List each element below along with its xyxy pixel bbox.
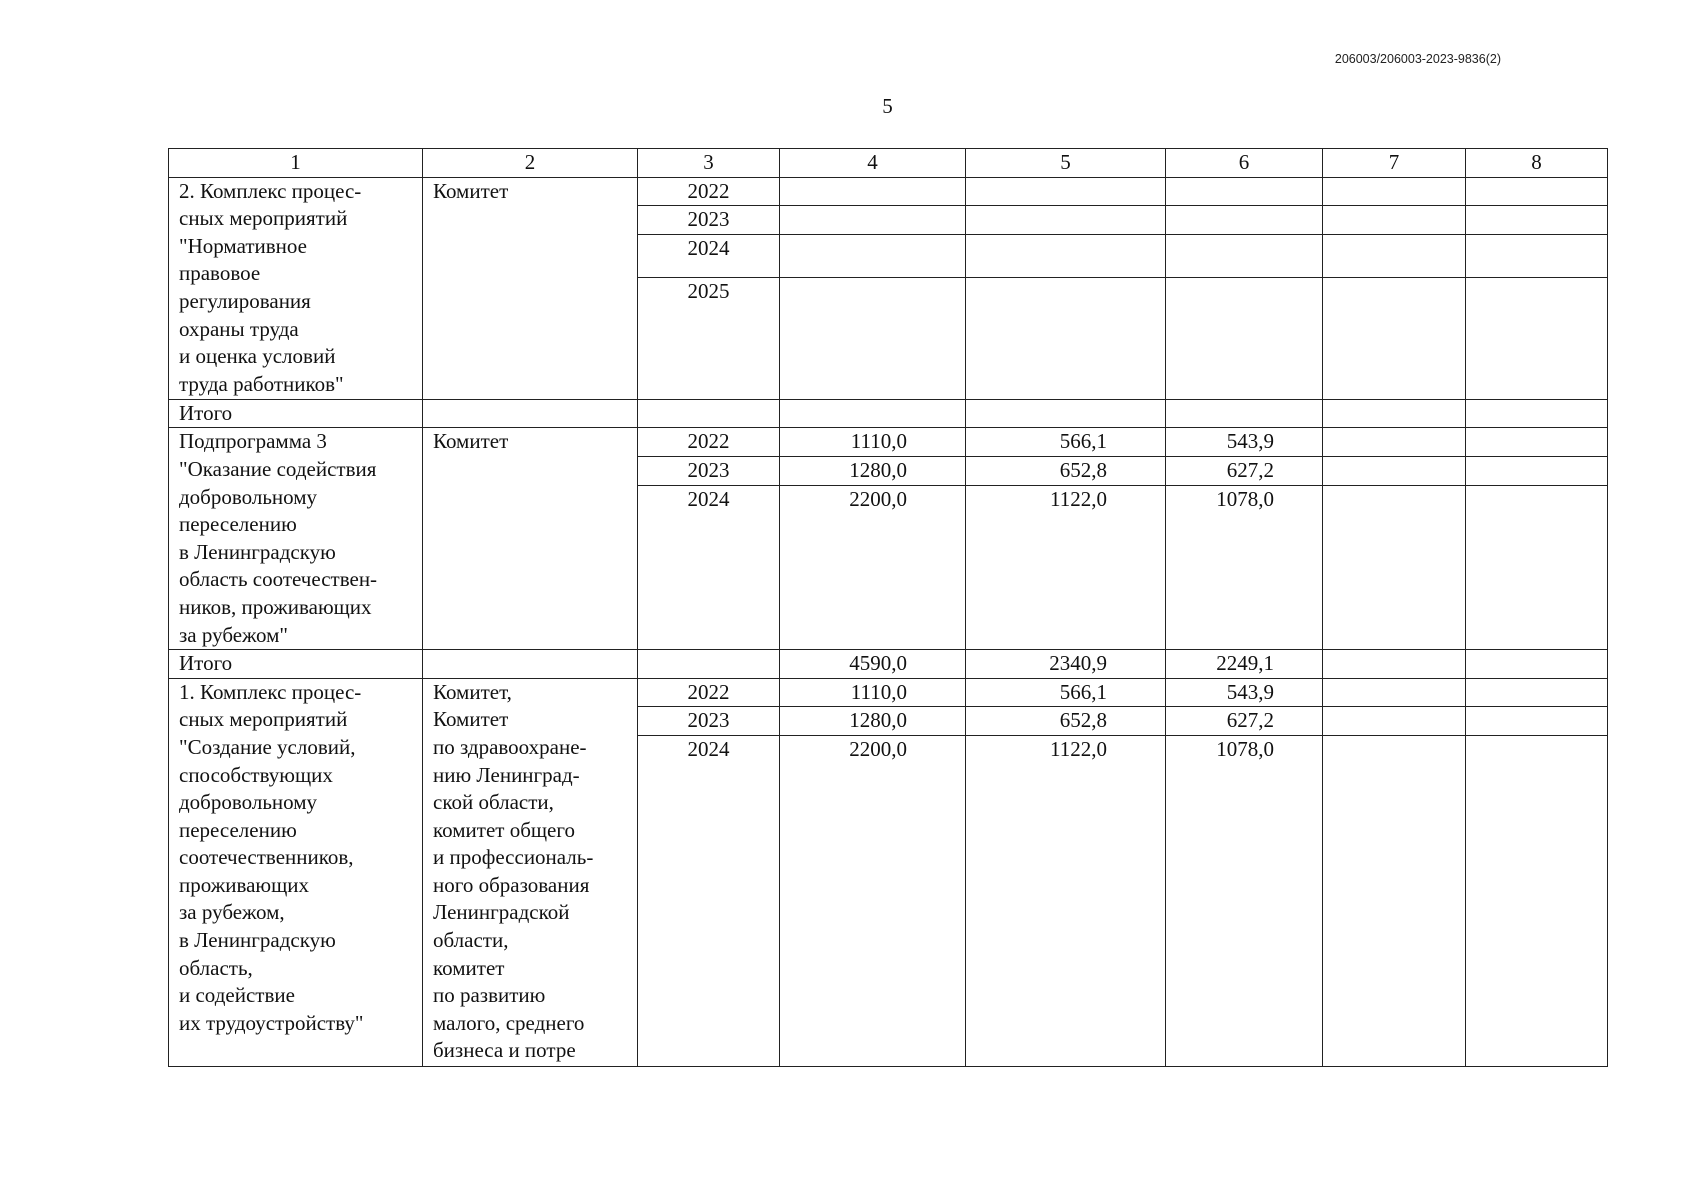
empty-cell <box>423 399 638 428</box>
value-cell <box>1323 206 1466 235</box>
budget-table <box>168 148 1608 1067</box>
value-cell <box>1323 735 1466 1066</box>
value-cell: 1110,0 <box>780 428 966 457</box>
total-label: Итого <box>169 399 423 428</box>
value-cell <box>1323 485 1466 649</box>
text-line: малого, среднего <box>433 1010 585 1035</box>
measure-name-cell <box>169 428 423 650</box>
page-number: 5 <box>882 94 893 118</box>
value-cell <box>1323 707 1466 736</box>
text-line: правовое <box>179 261 261 286</box>
year-cell: 2023 <box>638 457 780 486</box>
value-cell <box>780 206 966 235</box>
value-cell: 652,8 <box>966 707 1166 736</box>
measure-name-cell <box>169 678 423 1066</box>
table-row <box>169 177 1608 206</box>
value-cell <box>1466 457 1608 486</box>
header-cell: 4 <box>780 149 966 178</box>
value-cell: 1110,0 <box>780 678 966 707</box>
value-cell <box>780 234 966 277</box>
year-cell: 2024 <box>638 735 780 1066</box>
measure-name-cell <box>169 177 423 399</box>
value-cell <box>1166 399 1323 428</box>
text-line: в Ленинградскую <box>179 928 336 953</box>
text-line: соотечественников, <box>179 845 354 870</box>
total-value-cell: 2340,9 <box>966 650 1166 679</box>
header-cell: 5 <box>966 149 1166 178</box>
value-cell <box>1323 234 1466 277</box>
text-line: область соотечествен- <box>179 567 378 592</box>
text-line: ного образования <box>433 872 590 897</box>
value-cell <box>1323 457 1466 486</box>
text-line: и содействие <box>179 983 295 1008</box>
executor-cell <box>423 428 638 650</box>
text-line: "Оказание содействия <box>179 456 377 481</box>
text-line: область, <box>179 955 253 980</box>
value-cell <box>966 206 1166 235</box>
value-cell <box>1466 277 1608 399</box>
text-line: по здравоохране- <box>433 734 587 759</box>
text-line: охраны труда <box>179 316 299 341</box>
text-line: их трудоустройству" <box>179 1010 364 1035</box>
text-line: Комитет, <box>433 679 512 704</box>
value-cell <box>1323 678 1466 707</box>
value-cell: 1122,0 <box>966 735 1166 1066</box>
value-cell <box>1466 177 1608 206</box>
value-cell <box>1323 277 1466 399</box>
value-cell <box>1466 206 1608 235</box>
text-line: способствующих <box>179 762 333 787</box>
header-cell: 3 <box>638 149 780 178</box>
value-cell <box>1466 485 1608 649</box>
text-line: Комитет <box>433 429 509 454</box>
text-line: 2. Комплекс процес- <box>179 178 362 203</box>
value-cell <box>966 277 1166 399</box>
value-cell: 566,1 <box>966 428 1166 457</box>
empty-cell <box>638 399 780 428</box>
value-cell: 1280,0 <box>780 457 966 486</box>
value-cell <box>966 399 1166 428</box>
total-label: Итого <box>169 650 423 679</box>
header-cell: 8 <box>1466 149 1608 178</box>
value-cell: 2200,0 <box>780 485 966 649</box>
value-cell <box>1166 277 1323 399</box>
text-line: ников, проживающих <box>179 594 372 619</box>
header-cell: 7 <box>1323 149 1466 178</box>
value-cell <box>1466 707 1608 736</box>
year-cell: 2024 <box>638 234 780 277</box>
total-row <box>169 399 1608 428</box>
empty-cell <box>423 650 638 679</box>
value-cell <box>1166 177 1323 206</box>
text-line: комитет общего <box>433 817 575 842</box>
year-cell: 2022 <box>638 678 780 707</box>
document-id: 206003/206003-2023-9836(2) <box>1334 52 1501 66</box>
value-cell <box>966 177 1166 206</box>
value-cell <box>1166 234 1323 277</box>
value-cell: 652,8 <box>966 457 1166 486</box>
text-line: по развитию <box>433 983 546 1008</box>
text-line: переселению <box>179 817 297 842</box>
text-line: "Нормативное <box>179 233 307 258</box>
text-line: сных мероприятий <box>179 707 348 732</box>
text-line: за рубежом" <box>179 622 288 647</box>
executor-cell <box>423 177 638 399</box>
empty-cell <box>638 650 780 679</box>
empty-cell <box>1323 399 1466 428</box>
year-cell: 2022 <box>638 428 780 457</box>
year-cell: 2023 <box>638 707 780 736</box>
empty-cell <box>1466 650 1608 679</box>
text-line: добровольному <box>179 484 318 509</box>
value-cell: 2200,0 <box>780 735 966 1066</box>
value-cell <box>1466 234 1608 277</box>
value-cell: 1078,0 <box>1166 485 1323 649</box>
text-line: проживающих <box>179 872 310 897</box>
text-line: Комитет <box>433 707 509 732</box>
text-line: сных мероприятий <box>179 206 348 231</box>
empty-cell <box>1323 650 1466 679</box>
value-cell <box>1466 678 1608 707</box>
total-value-cell: 2249,1 <box>1166 650 1323 679</box>
text-line: ской области, <box>433 790 554 815</box>
year-cell: 2024 <box>638 485 780 649</box>
text-line: переселению <box>179 512 297 537</box>
total-value-cell: 4590,0 <box>780 650 966 679</box>
text-line: Подпрограмма 3 <box>179 429 327 454</box>
empty-cell <box>1466 399 1608 428</box>
text-line: за рубежом, <box>179 900 285 925</box>
text-line: Комитет <box>433 178 509 203</box>
table-row <box>169 678 1608 707</box>
value-cell: 1280,0 <box>780 707 966 736</box>
text-line: 1. Комплекс процес- <box>179 679 362 704</box>
value-cell <box>1466 428 1608 457</box>
total-row <box>169 650 1608 679</box>
value-cell: 627,2 <box>1166 707 1323 736</box>
value-cell <box>780 177 966 206</box>
value-cell <box>966 234 1166 277</box>
header-cell: 2 <box>423 149 638 178</box>
value-cell: 627,2 <box>1166 457 1323 486</box>
value-cell: 566,1 <box>966 678 1166 707</box>
header-cell: 6 <box>1166 149 1323 178</box>
text-line: "Создание условий, <box>179 734 356 759</box>
text-line: области, <box>433 928 509 953</box>
text-line: регулирования <box>179 288 311 313</box>
text-line: добровольному <box>179 790 318 815</box>
value-cell: 1122,0 <box>966 485 1166 649</box>
value-cell: 1078,0 <box>1166 735 1323 1066</box>
year-cell: 2022 <box>638 177 780 206</box>
text-line: бизнеса и потре <box>433 1038 576 1063</box>
value-cell <box>780 399 966 428</box>
value-cell <box>1166 206 1323 235</box>
text-line: в Ленинградскую <box>179 539 336 564</box>
year-cell: 2025 <box>638 277 780 399</box>
value-cell: 543,9 <box>1166 678 1323 707</box>
header-cell: 1 <box>169 149 423 178</box>
text-line: и профессиональ- <box>433 845 594 870</box>
value-cell <box>780 277 966 399</box>
text-line: Ленинградской <box>433 900 570 925</box>
text-line: и оценка условий <box>179 344 336 369</box>
value-cell <box>1323 177 1466 206</box>
text-line: труда работников" <box>179 371 344 396</box>
table-row <box>169 428 1608 457</box>
text-line: комитет <box>433 955 505 980</box>
executor-cell <box>423 678 638 1066</box>
value-cell <box>1323 428 1466 457</box>
value-cell: 543,9 <box>1166 428 1323 457</box>
header-row <box>169 149 1608 178</box>
text-line: нию Ленинград- <box>433 762 580 787</box>
value-cell <box>1466 735 1608 1066</box>
year-cell: 2023 <box>638 206 780 235</box>
